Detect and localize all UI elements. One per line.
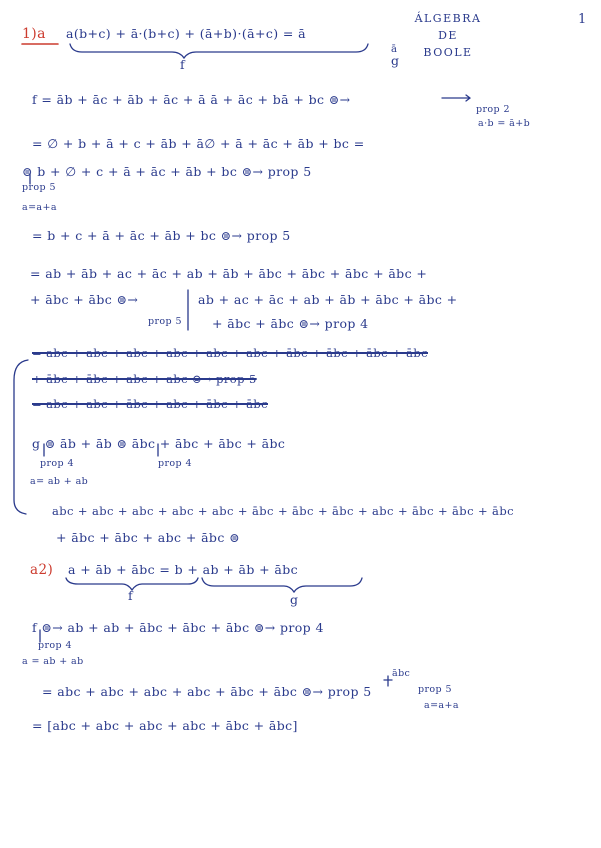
expression-line-2: = ∅ + b + ā + c + āb + ā∅ + ā + āc + āb + bc = <box>32 136 365 151</box>
side-note-added-term: ābc <box>392 668 411 679</box>
arrow-icon <box>442 95 470 101</box>
side-note-rule-a-a: a=a+a <box>22 202 57 213</box>
struck-line-3: = abc + abc + ābc + abc + ābc + ābc <box>32 397 268 411</box>
expression-line-f: f = āb + āc + āb + āc + ā ā + āc + bā + bc ⊜→ <box>32 92 351 107</box>
header-g-label: g <box>391 53 400 68</box>
part-a2-expression: a + āb + ābc = b + ab + āb + ābc <box>68 562 299 577</box>
expression-line-4: = b + c + ā + āc + āb + bc ⊜→ prop 5 <box>32 228 291 243</box>
part-a2-label: a2) <box>30 562 54 578</box>
title-line-1: ÁLGEBRA <box>414 12 482 25</box>
struck-line-1: = abc + abc + abc + abc + abc + abc + ābc + ābc + ābc + ābc <box>32 346 428 360</box>
part-a2-f-label: f <box>128 588 134 603</box>
page-number: 1 <box>578 12 587 27</box>
expression-line-final: = [abc + abc + abc + abc + ābc + ābc] <box>32 718 298 733</box>
part-a2-left-underbrace <box>66 578 198 590</box>
side-note-prop4c: prop 4 <box>38 640 72 651</box>
big-bracket <box>14 360 28 514</box>
side-note-prop5c: prop 5 <box>418 684 452 695</box>
header-underbrace <box>70 44 368 58</box>
title-line-3: BOOLE <box>423 46 473 59</box>
arrow-down-icon <box>44 444 158 456</box>
side-note-prop5: prop 5 <box>22 182 56 193</box>
side-note-prop4b: prop 4 <box>158 458 192 469</box>
expression-line-3: ⊜ b + ∅ + c + ā + āc + āb + bc ⊜→ prop 5 <box>22 164 312 179</box>
header-under-label: ā <box>391 44 398 55</box>
side-note-rule-a-a-2: a=a+a <box>424 700 459 711</box>
side-note-rule-a-ab-2: a = ab + ab <box>22 656 84 667</box>
plus-icon <box>384 676 392 686</box>
struck-line-2: + ābc + ābc + abc + abc ⊜→ prop 5 <box>32 372 257 386</box>
expression-line-g: g ⊜ āb + āb ⊜ ābc + ābc + ābc + ābc <box>32 436 286 451</box>
side-note-rule-a-ab: a= ab + ab <box>30 476 89 487</box>
part-a2-g-label: g <box>290 592 299 607</box>
exercise-label: 1)a <box>22 26 46 42</box>
side-note-prop2-rule: a·b = ā+b <box>478 118 531 129</box>
expression-line-5: = ab + āb + ac + āc + ab + āb + ābc + ābc + ābc + ābc + <box>30 266 428 281</box>
expression-line-6b: ab + ac + āc + ab + āb + ābc + ābc + <box>198 292 458 307</box>
title-line-2: DE <box>438 29 458 42</box>
expression-line-11: = abc + abc + abc + abc + ābc + ābc ⊜→ prop 5 <box>42 684 372 699</box>
expression-line-6: + ābc + ābc ⊜→ <box>30 292 139 307</box>
side-note-prop2: prop 2 <box>476 104 510 115</box>
part-a2-right-underbrace <box>202 578 362 592</box>
expression-line-9: + ābc + ābc + abc + ābc ⊜ <box>56 530 240 545</box>
header-expression: a(b+c) + ā·(b+c) + (ā+b)·(ā+c) = ā <box>66 26 306 41</box>
side-note-prop5b: prop 5 <box>148 316 182 327</box>
side-note-prop4: prop 4 <box>40 458 74 469</box>
expression-line-10: f ⊜→ ab + ab + ābc + ābc + ābc ⊜→ prop 4 <box>32 620 324 635</box>
header-f-label: f <box>180 57 186 72</box>
expression-line-8: abc + abc + abc + abc + abc + ābc + ābc + ābc + abc + ābc + ābc + ābc <box>52 504 514 518</box>
expression-line-7: + ābc + ābc ⊜→ prop 4 <box>212 316 369 331</box>
